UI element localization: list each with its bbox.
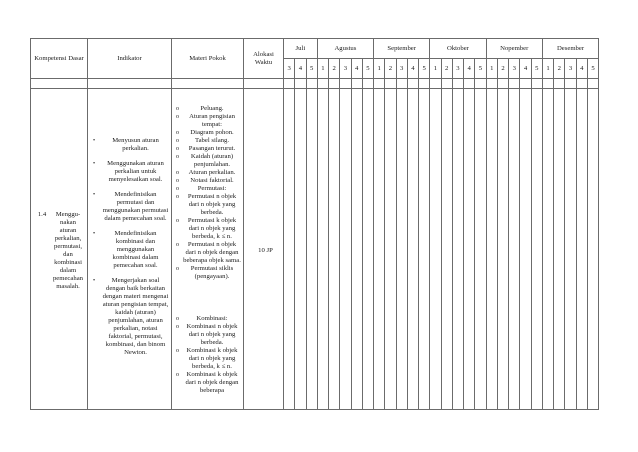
schedule-cell	[542, 89, 553, 410]
materi-item: o Permutasi n objek dari n objek yang berbeda.	[176, 193, 237, 216]
schedule-cell	[295, 89, 306, 410]
month-header: Agustus	[317, 39, 373, 59]
spacer-cell	[351, 79, 362, 89]
week-header: 5	[419, 59, 430, 79]
week-header: 2	[385, 59, 396, 79]
spacer-cell	[531, 79, 542, 89]
schedule-cell	[306, 89, 317, 410]
circle-bullet-icon: o	[176, 130, 179, 136]
spacer-cell	[374, 79, 385, 89]
spacer-cell	[430, 79, 441, 89]
circle-bullet-icon: o	[176, 106, 179, 112]
indikator-cell	[88, 89, 172, 410]
week-header: 5	[362, 59, 373, 79]
schedule-cell	[340, 89, 351, 410]
spacer-cell	[419, 79, 430, 89]
indikator-item: • Menggunakan aturan perkalian untuk menyelesaikan soal.	[90, 160, 169, 184]
circle-bullet-icon: o	[176, 218, 179, 224]
materi-item: o Permutasi k objek dari n objek yang berbeda, k ≤ n.	[176, 217, 237, 240]
indikator-list	[88, 137, 171, 357]
spacer-cell	[385, 79, 396, 89]
week-header: 5	[475, 59, 486, 79]
spacer-cell	[306, 79, 317, 89]
week-header: 3	[509, 59, 520, 79]
circle-bullet-icon: o	[176, 372, 179, 378]
materi-item: o Kombinasi k objek dari n objek yang berbeda, k ≤ n.	[176, 347, 238, 370]
circle-bullet-icon: o	[176, 242, 179, 248]
schedule-cell	[385, 89, 396, 410]
circle-bullet-icon: o	[176, 324, 179, 330]
month-header: Desember	[542, 39, 598, 59]
schedule-cell	[486, 89, 497, 410]
spacer-cell	[317, 79, 328, 89]
spacer-cell	[396, 79, 407, 89]
spacer-cell	[88, 79, 172, 89]
schedule-cell	[554, 89, 565, 410]
bullet-icon: •	[92, 137, 96, 144]
syllabus-table	[30, 38, 599, 410]
spacer-cell	[497, 79, 508, 89]
circle-bullet-icon: o	[176, 186, 179, 192]
week-header: 4	[295, 59, 306, 79]
materi-item: o Kaidah (aturan) penjumlahan.	[176, 153, 234, 168]
schedule-cell	[452, 89, 463, 410]
week-header: 4	[351, 59, 362, 79]
circle-bullet-icon: o	[176, 178, 179, 184]
materi-item: o Kombinasi k objek dari n objek dengan beberapa	[176, 371, 239, 394]
schedule-cell	[520, 89, 531, 410]
circle-bullet-icon: o	[176, 146, 179, 152]
week-header: 1	[542, 59, 553, 79]
spacer-cell	[520, 79, 531, 89]
schedule-cell	[329, 89, 340, 410]
spacer-cell	[362, 79, 373, 89]
header-materi: Materi Pokok	[172, 39, 244, 79]
month-header: Juli	[284, 39, 318, 59]
circle-bullet-icon: o	[176, 154, 179, 160]
materi-list	[172, 105, 243, 281]
spacer-cell	[576, 79, 587, 89]
spacer-cell	[486, 79, 497, 89]
materi-item: o Aturan perkalian.	[176, 169, 236, 176]
header-row-months	[31, 39, 599, 59]
spacer-cell	[407, 79, 418, 89]
schedule-cell	[419, 89, 430, 410]
circle-bullet-icon: o	[176, 138, 179, 144]
spacer-cell	[542, 79, 553, 89]
spacer-cell	[340, 79, 351, 89]
alokasi-cell: 10 JP	[244, 89, 284, 410]
week-header: 3	[340, 59, 351, 79]
schedule-cell	[531, 89, 542, 410]
week-header: 5	[531, 59, 542, 79]
week-header: 1	[317, 59, 328, 79]
materi-item: o Permutasi siklis (pengayaan).	[176, 265, 234, 280]
spacer-cell	[31, 79, 88, 89]
materi-list-kombinasi	[172, 315, 243, 395]
circle-bullet-icon: o	[176, 170, 179, 176]
materi-item: o Pasangan terurut.	[176, 145, 236, 152]
materi-item: o Kombinasi n objek dari n objek yang berbeda.	[176, 323, 238, 346]
materi-item: o Diagram pohon.	[176, 129, 234, 136]
week-header: 5	[306, 59, 317, 79]
materi-gap	[172, 281, 243, 313]
materi-item: o Kombinasi:	[176, 315, 228, 322]
schedule-cell	[441, 89, 452, 410]
week-header: 3	[565, 59, 576, 79]
header-alokasi: Alokasi Waktu	[244, 39, 284, 79]
bullet-icon: •	[92, 230, 96, 237]
week-header: 3	[396, 59, 407, 79]
bullet-icon: •	[92, 277, 96, 284]
schedule-cell	[464, 89, 475, 410]
month-header: Oktober	[430, 39, 486, 59]
spacer-cell	[565, 79, 576, 89]
schedule-cell	[430, 89, 441, 410]
content-row	[31, 89, 599, 410]
materi-item: o Notasi faktorial.	[176, 177, 234, 184]
week-header: 1	[374, 59, 385, 79]
bullet-icon: •	[92, 160, 96, 167]
bullet-icon: •	[92, 191, 96, 198]
spacer-cell	[554, 79, 565, 89]
indikator-item: • Mengerjakan soal dengan baik berkaitan dengan materi mengenai aturan pengisian tempat, kaidah (aturan) penjumlahan, aturan perkalian, notasi faktorial, permutasi, kombinasi, dan binom Newton.	[90, 277, 169, 357]
week-header: 2	[441, 59, 452, 79]
materi-cell	[172, 89, 244, 410]
circle-bullet-icon: o	[176, 266, 179, 272]
circle-bullet-icon: o	[176, 114, 179, 120]
week-header: 2	[329, 59, 340, 79]
indikator-item: • Mendefinisikan permutasi dan menggunakan permutasi dalam pemecahan soal.	[90, 191, 169, 223]
spacer-row	[31, 79, 599, 89]
month-header: Nopember	[486, 39, 542, 59]
schedule-cell	[396, 89, 407, 410]
spacer-cell	[244, 79, 284, 89]
week-header: 2	[554, 59, 565, 79]
week-header: 3	[452, 59, 463, 79]
circle-bullet-icon: o	[176, 348, 179, 354]
spacer-cell	[509, 79, 520, 89]
spacer-cell	[295, 79, 306, 89]
indikator-item: • Mendefinisikan kombinasi dan menggunakan kombinasi dalam pemecahan soal.	[90, 230, 169, 270]
spacer-cell	[329, 79, 340, 89]
materi-item: o Permutasi n objek dari n objek dengan beberapa objek sama.	[176, 241, 241, 264]
schedule-cell	[497, 89, 508, 410]
kompetensi-cell	[31, 89, 88, 410]
kd-text: Menggu-nakan aturan perkalian, permutasi, dan kombinasi dalam pemecahan masalah.	[52, 211, 84, 290]
kd-number: 1.4	[37, 211, 47, 218]
week-header: 5	[587, 59, 598, 79]
circle-bullet-icon: o	[176, 194, 179, 200]
schedule-cell	[475, 89, 486, 410]
schedule-cell	[587, 89, 598, 410]
spacer-cell	[452, 79, 463, 89]
materi-item: o Peluang.	[176, 105, 224, 112]
materi-item: o Permutasi:	[176, 185, 227, 192]
schedule-cell	[374, 89, 385, 410]
spacer-cell	[475, 79, 486, 89]
schedule-cell	[565, 89, 576, 410]
materi-item: o Tabel silang.	[176, 137, 230, 144]
schedule-cell	[362, 89, 373, 410]
schedule-cell	[576, 89, 587, 410]
week-header: 3	[284, 59, 295, 79]
week-header: 4	[520, 59, 531, 79]
schedule-cell	[509, 89, 520, 410]
spacer-cell	[172, 79, 244, 89]
week-header: 4	[576, 59, 587, 79]
circle-bullet-icon: o	[176, 316, 179, 322]
materi-item: o Aturan pengisian tempat:	[176, 113, 235, 128]
indikator-item: • Menyusun aturan perkalian.	[90, 137, 169, 153]
week-header: 1	[430, 59, 441, 79]
spacer-cell	[284, 79, 295, 89]
schedule-cell	[407, 89, 418, 410]
week-header: 4	[407, 59, 418, 79]
spacer-cell	[441, 79, 452, 89]
schedule-cell	[284, 89, 295, 410]
schedule-cell	[317, 89, 328, 410]
header-kompetensi: Kompetensi Dasar	[31, 39, 88, 79]
header-indikator: Indikator	[88, 39, 172, 79]
week-header: 1	[486, 59, 497, 79]
spacer-cell	[587, 79, 598, 89]
week-header: 4	[464, 59, 475, 79]
month-header: September	[374, 39, 430, 59]
schedule-cell	[351, 89, 362, 410]
spacer-cell	[464, 79, 475, 89]
week-header: 2	[497, 59, 508, 79]
